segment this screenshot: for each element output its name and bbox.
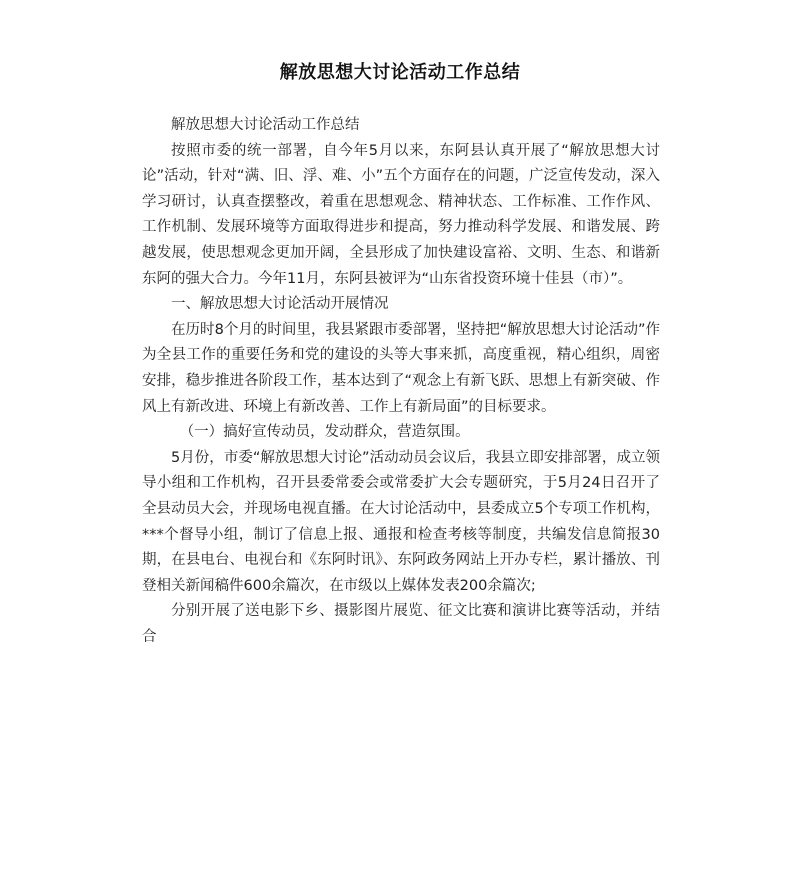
subsection-heading: （一）搞好宣传动员，发动群众，营造氛围。 — [179, 424, 470, 441]
lead-paragraph: 解放思想大讨论活动工作总结 — [171, 117, 360, 133]
document-title: 解放思想大讨论活动工作总结 — [279, 62, 521, 83]
document-body — [142, 113, 660, 650]
section-heading: 一、解放思想大讨论活动开展情况 — [171, 296, 389, 313]
body-paragraph: 5月份，市委“解放思想大讨论”活动动员会议后，我县立即安排部署，成立领导小组和工作机构，召开县委常委会或常委扩大会专题研究，于5月24日召开了全县动员大会，并现场电视直播。在大讨论活动中，县委成立5个专项工作机构，***个督导小组，制订了信息上报、通报和检查考核等制度，共编发信息简报30期，在县电台、电视台和《东阿时讯》、东阿政务网站上开办专栏，累计播放、刊登相关新闻稿件600余篇次，在市级以上媒体发表200余篇次; — [142, 449, 660, 594]
body-paragraph: 按照市委的统一部署，自今年5月以来，东阿县认真开展了“解放思想大讨论”活动，针对“满、旧、浮、难、小”五个方面存在的问题，广泛宣传发动，深入学习研讨，认真查摆整改，着重在思想观念、精神状态、工作标准、工作作风、工作机制、发展环境等方面取得进步和提高，努力推动科学发展、和谐发展、跨越发展，使思想观念更加开阔，全县形成了加快建设富裕、文明、生态、和谐新东阿的强大合力。今年11月，东阿县被评为“山东省投资环境十佳县（市）”。 — [142, 142, 660, 287]
body-paragraph: 分别开展了送电影下乡、摄影图片展览、征文比赛和演讲比赛等活动，并结合 — [142, 603, 660, 645]
body-paragraph: 在历时8个月的时间里，我县紧跟市委部署，坚持把“解放思想大讨论活动”作为全县工作的重要任务和党的建设的头等大事来抓，高度重视，精心组织，周密安排，稳步推进各阶段工作，基本达到了“观念上有新飞跃、思想上有新突破、作风上有新改进、环境上有新改善、工作上有新局面”的目标要求。 — [142, 321, 660, 415]
